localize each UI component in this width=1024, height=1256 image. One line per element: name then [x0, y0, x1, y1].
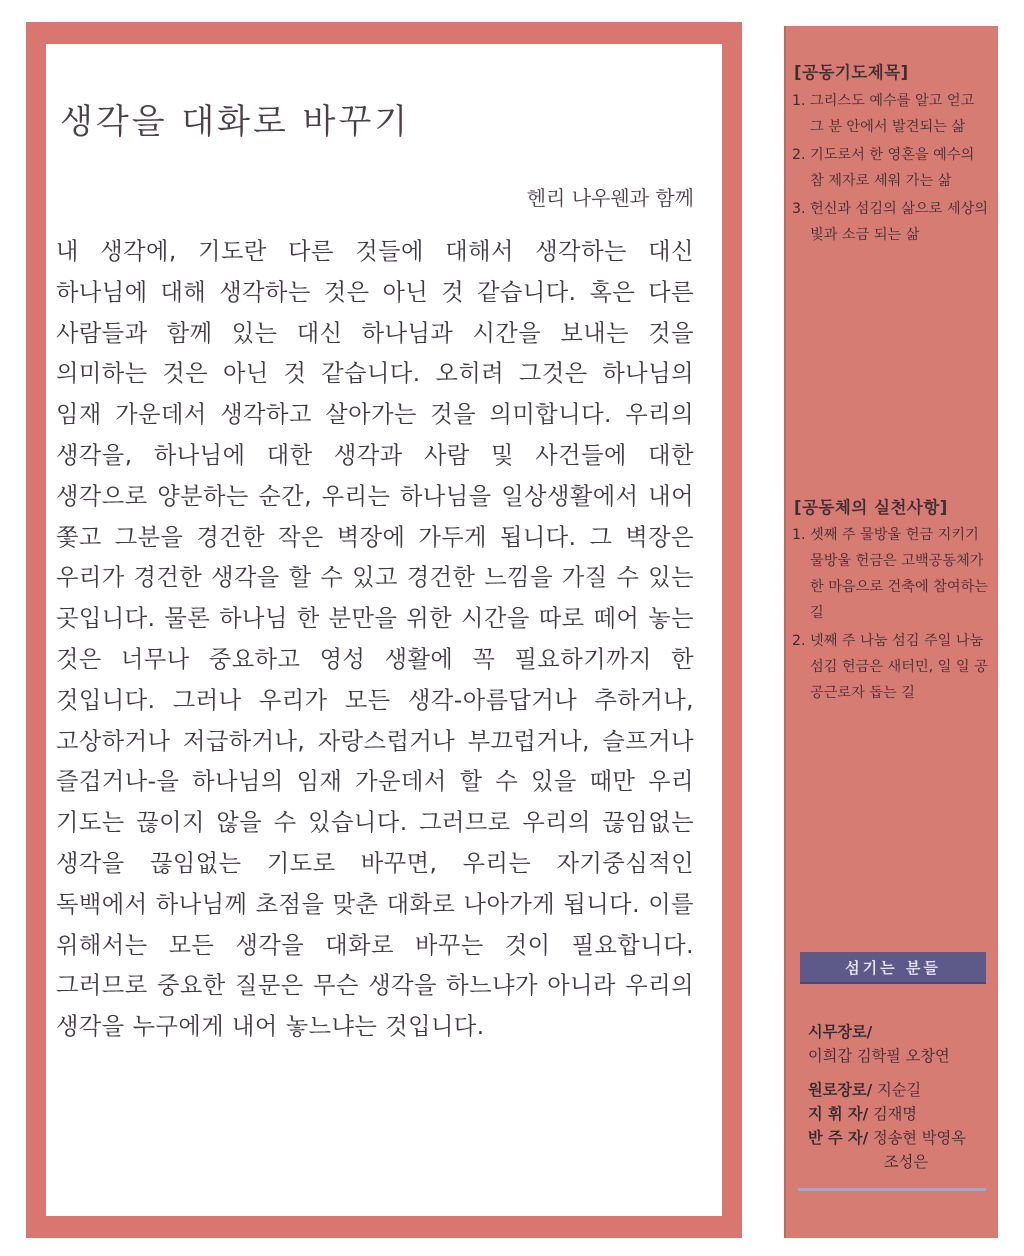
article-byline: 헨리 나우웬과 함께	[526, 186, 694, 210]
article-frame	[26, 22, 742, 1238]
list-item-number: 2.	[792, 633, 806, 649]
list-item-number: 1.	[792, 527, 806, 543]
conductor-name: 김재명	[872, 1105, 917, 1123]
prayer-heading: [공동기도제목]	[794, 63, 909, 82]
article-title: 생각을 대화로 바꾸기	[60, 102, 411, 142]
staff-list	[808, 1020, 988, 1174]
article-body: 내 생각에, 기도란 다른 것들에 대해서 생각하는 대신 하나님에 대해 생각하는 것은 아닌 것 같습니다. 혹은 다른 사람들과 함께 있는 대신 하나님과 시간을 보내는 것을 의미하는 것은 아닌 것 같습니다. 오히려 그것은 하나님의 임재 가운데서 생각하고 살아가는 것을 의미합니다. 우리의 생각을, 하나님에 대한 생각과 사람 및 사건들에 대한 생각으로 양분하는 순간, 우리는 하나님을 일상생활에서 내어 쫓고 그분을 경건한 작은 벽장에 가두게 됩니다. 그 벽장은 우리가 경건한 생각을 할 수 있고 경건한 느낌을 가질 수 있는 곳입니다. 물론 하나님 한 분만을 위한 시간을 따로 떼어 놓는 것은 너무나 중요하고 영성 생활에 꼭 필요하기까지 한 것입니다. 그러나 우리가 모든 생각-아름답거나 추하거나, 고상하거나 저급하거나, 자랑스럽거나 부끄럽거나, 슬프거나 즐겁거나-을 하나님의 임재 가운데서 할 수 있을 때만 우리 기도는 끊이지 않을 수 있습니다. 그러므로 우리의 끊임없는 생각을 끊임없는 기도로 바꾸면, 우리는 자기중심적인 독백에서 하나님께 초점을 맞춘 대화로 나아가게 됩니다. 이를 위해서는 모든 생각을 대화로 바꾸는 것이 필요합니다. 그러므로 중요한 질문은 무슨 생각을 하느냐가 아니라 우리의 생각을 누구에게 내어 놓느냐는 것입니다.	[56, 238, 694, 1041]
article-paper	[46, 44, 722, 1216]
list-item-number: 2.	[792, 147, 806, 163]
servants-banner: 섬기는 분들	[800, 952, 986, 984]
retired-elder-label: 원로장로/	[808, 1081, 873, 1099]
list-item-text: 넷째 주 나눔 섬김 주일 나눔 섬김 헌금은 새터민, 일 일 공공근로자 돕는 길	[810, 633, 988, 701]
retired-elder-row	[808, 1078, 988, 1102]
list-item	[792, 628, 988, 706]
list-item-number: 1.	[792, 93, 806, 109]
accompanist-names-continued: 조성은	[884, 1153, 929, 1171]
bottom-divider	[798, 1188, 986, 1191]
list-item	[792, 142, 988, 194]
elders-names: 이희갑 김학필 오창연	[808, 1047, 950, 1065]
list-item-text: 셋째 주 물방울 헌금 지키기 물방울 헌금은 고백공동체가 한 마음으로 건축에 참여하는 길	[810, 527, 988, 621]
list-item-number: 3.	[792, 201, 806, 217]
list-item	[792, 196, 988, 248]
list-item	[792, 522, 988, 626]
accompanist-row	[808, 1126, 988, 1150]
practice-heading: [공동체의 실천사항]	[794, 498, 948, 517]
conductor-row	[808, 1102, 988, 1126]
list-item	[792, 88, 988, 140]
accompanist-names: 정송현 박영옥	[872, 1129, 966, 1147]
list-item-text: 그리스도 예수를 알고 얻고 그 분 안에서 발견되는 삶	[810, 93, 975, 135]
retired-elder-name: 지순길	[877, 1081, 922, 1099]
practice-list	[792, 522, 988, 708]
accompanist-label: 반 주 자/	[808, 1129, 869, 1147]
list-item-text: 헌신과 섬김의 삶으로 세상의 빛과 소금 되는 삶	[810, 201, 988, 243]
conductor-label: 지 휘 자/	[808, 1105, 869, 1123]
prayer-list	[792, 88, 988, 250]
sidebar	[784, 26, 998, 1238]
elders-label: 시무장로/	[808, 1023, 873, 1041]
list-item-text: 기도로서 한 영혼을 예수의 참 제자로 세워 가는 삶	[810, 147, 975, 189]
